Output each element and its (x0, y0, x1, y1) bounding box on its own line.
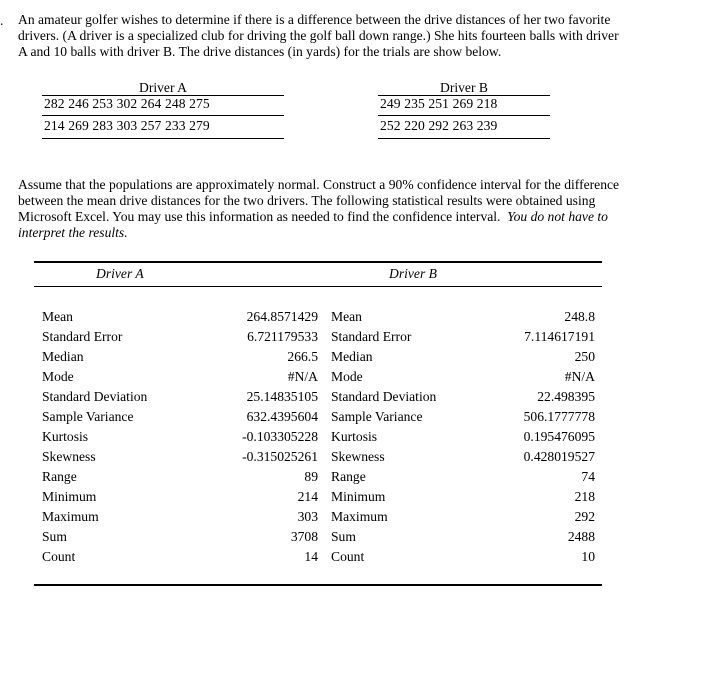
stats-label-b: Sum (331, 529, 356, 544)
instructions-line-4 (18, 225, 714, 241)
driver-b-title: Driver B (440, 80, 488, 95)
stats-value-b: 0.428019527 (523, 449, 595, 464)
stats-label-b: Maximum (331, 509, 388, 524)
stats-label-b: Count (331, 549, 365, 564)
driver-b-bottom-rule (378, 138, 550, 139)
stats-label-a: Standard Error (42, 329, 123, 344)
instructions-italic-line: interpret the results. (18, 225, 128, 240)
stats-label-b: Standard Error (331, 329, 412, 344)
stats-value-a: 6.721179533 (247, 329, 318, 344)
stats-header-rule (34, 286, 602, 287)
stats-label-b: Kurtosis (331, 429, 378, 444)
stats-value-b: 292 (574, 509, 595, 524)
stats-label-a: Mode (42, 369, 74, 384)
problem-line-2: drivers. (A driver is a specialized club for driving the golf ball down range.) She hits fourteen balls with driver (18, 28, 619, 43)
stats-value-b: #N/A (564, 369, 595, 384)
stats-label-a: Standard Deviation (42, 389, 148, 404)
driver-b-row-2: 252 220 292 263 239 (380, 118, 498, 133)
stats-top-rule (34, 261, 602, 263)
driver-a-title: Driver A (139, 80, 187, 95)
stats-label-a: Sum (42, 529, 67, 544)
stats-value-a: 264.8571429 (246, 309, 318, 324)
stats-label-b: Mean (331, 309, 362, 324)
stats-label-b: Sample Variance (331, 409, 423, 424)
stats-label-b: Mode (331, 369, 363, 384)
stats-header-driver-b: Driver B (389, 266, 437, 281)
instructions-line-3 (18, 209, 714, 225)
stats-value-a: 303 (297, 509, 318, 524)
stats-label-a: Median (42, 349, 84, 364)
stats-label-a: Skewness (42, 449, 96, 464)
stats-value-b: 0.195476095 (523, 429, 595, 444)
stats-value-b: 2488 (567, 529, 595, 544)
driver-a-mid-rule (42, 115, 284, 116)
stats-label-b: Range (331, 469, 366, 484)
stats-value-b: 218 (574, 489, 595, 504)
stats-value-a: 266.5 (287, 349, 318, 364)
stats-bottom-rule (34, 584, 602, 586)
problem-line-3: A and 10 balls with driver B. The drive distances (in yards) for the trials are show below. (18, 44, 502, 59)
stats-label-a: Maximum (42, 509, 99, 524)
stats-label-a: Kurtosis (42, 429, 89, 444)
stats-label-b: Skewness (331, 449, 385, 464)
stats-value-a: #N/A (287, 369, 318, 384)
stats-value-b: 506.1777778 (523, 409, 595, 424)
instructions-line-3-text: Microsoft Excel. You may use this information as needed to find the confidence interval. (18, 209, 501, 224)
instructions-line-2: between the mean drive distances for the two drivers. The following statistical results were obtained using (18, 193, 596, 208)
driver-b-row-1: 249 235 251 269 218 (380, 96, 498, 111)
stats-label-a: Count (42, 549, 76, 564)
stats-value-a: -0.103305228 (242, 429, 318, 444)
stats-label-a: Sample Variance (42, 409, 134, 424)
stats-value-b: 10 (581, 549, 595, 564)
stats-label-b: Standard Deviation (331, 389, 437, 404)
stats-label-b: Minimum (331, 489, 386, 504)
driver-b-mid-rule (378, 115, 550, 116)
stats-value-b: 22.498395 (537, 389, 595, 404)
stats-label-a: Mean (42, 309, 73, 324)
stats-value-a: 89 (304, 469, 318, 484)
stats-label-a: Minimum (42, 489, 97, 504)
stats-value-a: 3708 (290, 529, 318, 544)
stats-value-a: 632.4395604 (246, 409, 318, 424)
stats-value-b: 248.8 (564, 309, 595, 324)
stats-value-b: 74 (581, 469, 595, 484)
driver-a-row-2: 214 269 283 303 257 233 279 (44, 118, 210, 133)
stats-header-driver-a: Driver A (96, 266, 144, 281)
driver-a-bottom-rule (42, 138, 284, 139)
stats-label-a: Range (42, 469, 77, 484)
stats-value-b: 250 (574, 349, 595, 364)
stats-label-b: Median (331, 349, 373, 364)
stats-value-a: 25.14835105 (246, 389, 318, 404)
driver-a-row-1: 282 246 253 302 264 248 275 (44, 96, 210, 111)
instructions-line-1: Assume that the populations are approximately normal. Construct a 90% confidence interval for the difference (18, 177, 620, 192)
list-marker: . (0, 13, 4, 28)
instructions-italic-tail: You do not have to (507, 209, 608, 224)
stats-value-a: 214 (297, 489, 318, 504)
problem-line-1: An amateur golfer wishes to determine if there is a difference between the drive distances of her two favorite (18, 12, 611, 27)
stats-value-b: 7.114617191 (524, 329, 595, 344)
stats-value-a: -0.315025261 (242, 449, 318, 464)
stats-value-a: 14 (304, 549, 318, 564)
